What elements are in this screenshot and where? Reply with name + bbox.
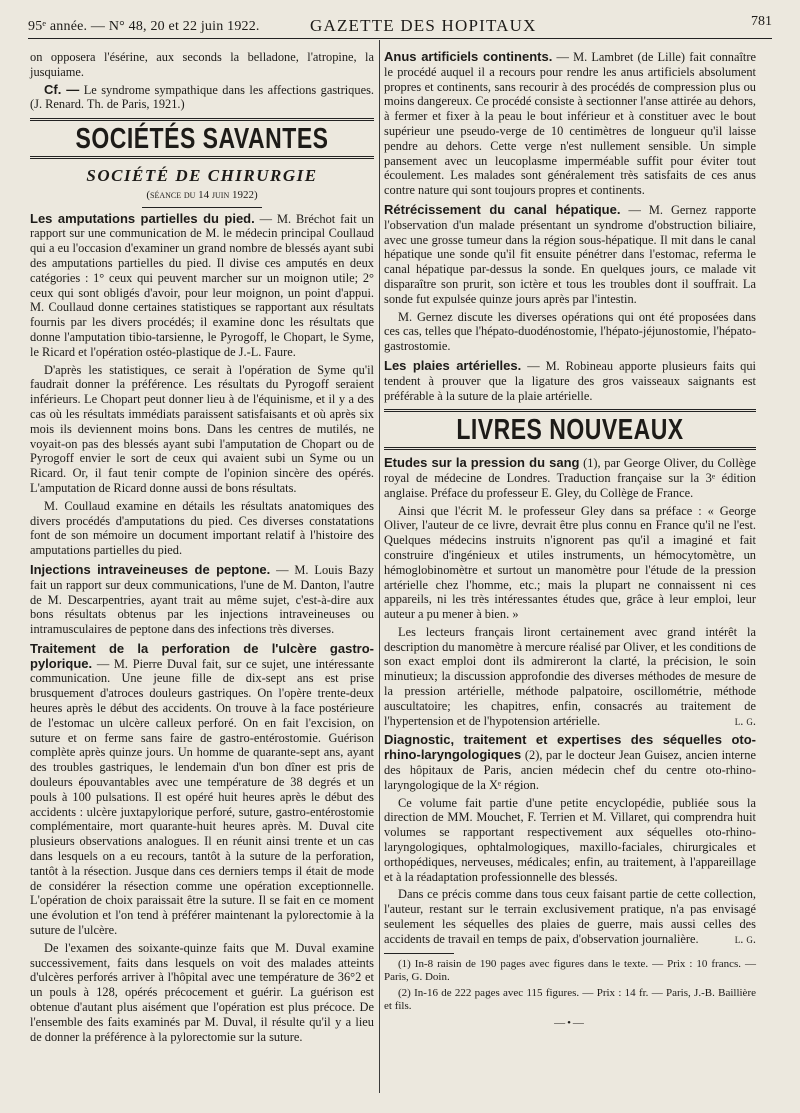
article-text: — M. Louis Bazy fait un rapport sur deux communications, l'une de M. Danton, l'autre de M. Descarpentries, ayant trait au même sujet, c'est-à-dire aux bons résultats obtenus par les injections intraveineuses ou intramusculaires de peptone dans des infections très diverses. — [30, 562, 374, 637]
cf-paragraph — [30, 83, 374, 113]
article-text: — M. Lambret (de Lille) fait connaître le procédé auquel il a recours pour rendre les anus artificiels absolument propres et continents, sans recourir à des procédés de compression plus ou moins dangereux. Ce procédé consiste à sectionner l'anse attirée au dehors, à fermer et fixer à la peau le bout inférieur et à constituer avec le bout supérieur une pseudo-verge de 10 centimètres de longueur qu'il laisse pendre au dehors. Cette verge n'est nullement sensible. Un simple pansement avec un leucoplasme imperméable suffit pour éviter tout écoulement. Les malades sont généralement très satisfaits de ces anus contre nature qui sont toujours propres et continents. — [384, 50, 756, 198]
cf-text: Le syndrome sympathique dans les affections gastriques. (J. Renard. Th. de Paris, 1921.) — [30, 82, 374, 112]
article-heading: Anus artificiels continents. — [384, 49, 553, 64]
section-title: SOCIÉTÉS SAVANTES — [75, 121, 329, 155]
short-rule — [142, 207, 262, 208]
article-text: — M. Robineau apporte plusieurs faits qui tendent à prouver que la ligature des gros vaisseaux saignants est préférable à la suture de la plaie artérielle. — [384, 358, 757, 403]
cf-label: Cf. — — [44, 81, 80, 97]
article-heading: Les amputations partielles du pied. — [30, 210, 255, 226]
book-review-oliver — [384, 456, 756, 500]
book-review-guisez — [384, 733, 756, 792]
article-paragraph: D'après les statistiques, ce serait à l'opération de Syme qu'il faudrait donner la préférence. Les résultats du Pyrogoff seraient inférieurs. Le Chopart peut donner lieu à de l'équinisme, et il y a des cas où les résultats immédiats paraissent satisfaisants et où après six mois ils deviennent moins bons. Dans les centres de mutilés, ne voyait-on pas des blessés ayant subi l'amputation de Chopart ou de Pyrogoff envier le sort de ceux qui avaient subi un Syme ou un Ricard. Or, il faut tenir compte de l'opinion sincère des opérés. L'amputation de Ricard donne aussi de bons résultats. — [30, 362, 374, 495]
journal-title: GAZETTE DES HOPITAUX — [310, 16, 537, 35]
article-heading: Les plaies artérielles. — [384, 357, 522, 373]
intro-paragraph: on opposera l'ésérine, aux seconds la belladone, l'atropine, la jusquiame. — [30, 50, 374, 79]
book-text: (2), par le docteur Jean Guisez, ancien interne des hôpitaux de Paris, ancien médecin chef du centre oto-rhino-laryngologique de la Xᵉ région. — [384, 748, 756, 792]
left-column — [30, 50, 374, 1047]
article-heading: Injections intraveineuses de peptone. — [30, 561, 271, 577]
header-rule — [28, 38, 772, 39]
footnote-2: (2) In-16 de 222 pages avec 115 figures. — Prix : 14 fr. — Paris, J.-B. Baillière et fils. — [384, 986, 756, 1012]
article-text: — M. Gernez rapporte l'observation d'un malade présentant un syndrome d'obstruction biliaire, avec une grosse tumeur dans la région sous-hépatique. Il mit dans le canal hépatique une sonde qu'il fit ensuite pénétrer dans l'estomac, referma le canal hépatique par-dessus la sonde. En quelques jours, ce malade vit disparaître son prurit, son ictère et tous les troubles dont il souffrait. La sonde fut expulsée quinze jours après par l'intestin. — [384, 202, 756, 306]
review-signature: l. g. — [734, 713, 756, 728]
right-column — [384, 50, 756, 1030]
section-heading — [30, 121, 374, 155]
column-divider — [379, 40, 380, 1093]
footnote-1: (1) In-8 raisin de 190 pages avec figures dans le texte. — Prix : 10 francs. — Paris, G. Doin. — [384, 957, 756, 983]
end-ornament: —•— — [554, 1016, 586, 1029]
book-text: (1), par George Oliver, du Collège royal de médecine de Londres. Traduction française sur la 3ᵉ édition anglaise. Préface du professeur E. Gley, du Collège de France. — [384, 456, 756, 500]
article-plaies — [384, 359, 756, 403]
seance-date: (séance du 14 juin 1922) — [146, 188, 258, 201]
article-ulcere — [30, 642, 374, 938]
review-signature: l. g. — [734, 931, 756, 946]
article-heading: Traitement de la perforation de l'ulcère gastro-pylorique. — [30, 640, 374, 671]
footnote-rule — [384, 953, 454, 954]
book-title: Etudes sur la pression du sang — [384, 455, 580, 471]
page-number: 781 — [751, 14, 772, 29]
issue-info: 95ᵉ année. — N° 48, 20 et 22 juin 1922. — [28, 19, 260, 34]
society-title: SOCIÉTÉ DE CHIRURGIE — [86, 165, 318, 185]
article-text: — M. Bréchot fait un rapport sur une communication de M. le médecin principal Coullaud qui a eu l'occasion d'examiner un grand nombre de blessés ayant subi des amputations partielles du pied. Il divise ces amputés en deux catégories : 1° ceux qui peuvent marcher sur un moignon utile; 2° ceux qui sont obligés d'avoir, pour leur moignon, un point d'appui. M. Coullaud donne certaines statistiques se rapportant aux résultats fournis par les divers procédés; il examine donc les résultats que donne l'amputation tibio-tarsienne, le Pyrogoff, le Chopart, le Syme, le Ricard et l'opération ostéo-plastique de J.-L. Faure. — [30, 211, 374, 359]
section-rule — [384, 447, 756, 450]
article-peptone — [30, 563, 374, 637]
article-hepatique — [384, 203, 756, 307]
section-title: LIVRES NOUVEAUX — [456, 412, 684, 446]
review-paragraph: Ce volume fait partie d'une petite encyclopédie, publiée sous la direction de MM. Mouchet, F. Terrien et M. Villaret, qui comprendra huit volumes se rapportant respectivement aux séquelles oto-rhino-laryngologiques, ophtalmologiques, maxillo-faciales, chirurgicales et orthopédiques, nerveuses, médicales; enfin, au traitement, à l'appareillage et à la réadaptation professionnelle des blessés. — [384, 795, 756, 884]
article-anus — [384, 50, 756, 198]
article-text: — M. Pierre Duval fait, sur ce sujet, une intéressante communication. Une jeune fille de dix-sept ans est prise brusquement d'atroces douleurs gastriques. On l'opère trente-deux heures après le début des accidents. On trouve à la face postérieure de l'estomac un ulcère calleux perforé. On en fait l'excision, on suture et on ferme sans faire de gastro-entérostomie. Guérison complète après quinze jours. Un homme de quarante-sept ans, ayant des troubles gastriques, le lendemain d'un bon dîner est pris de douleurs épouvantables avec une température de 38 degrés et un pouls à 100 pulsations. Il est opéré huit heures après le début des accidents : ulcère juxtapylorique perforé, suture, gastro-entérostomie complémentaire, mort quarante-huit heures après. M. Duval cite plusieurs observations analogues. Il en réunit ainsi trente et un cas dans lesquels on a eu recours, tantôt à la suture de la perforation, tantôt à la résection. Jusque dans ces derniers temps il était de mode de considérer la résection comme une opération exceptionnelle. L'opération de choix paraissait être la suture. Il se fait en ce moment une évolution et l'on tend à préférer maintenant la pylorectomie à la suture de l'ulcère. — [30, 656, 374, 938]
section-heading — [384, 412, 756, 446]
article-paragraph: M. Gernez discute les diverses opérations qui ont été proposées dans ces cas, telles que l'hépato-duodénostomie, l'hépato-jéjunostomie, l'hépato-gastrostomie. — [384, 309, 756, 354]
review-paragraph: Ainsi que l'écrit M. le professeur Gley dans sa préface : « George Oliver, l'auteur de ce livre, devrait être plus connu en France qu'il ne l'est. Quelques médecins instruits n'ignorent pas qu'il a imaginé et fait construire d'ingénieux et utiles instruments, un hémocytomètre, un hémoglobinomètre et surtout un manomètre pour l'étude de la pression artérielle chez l'homme, etc.; mais la plupart ne connaissent ni ces appareils, ni les très intéressantes études que, grâce à leur emploi, leur auteur a pu mener à bien. » — [384, 503, 756, 622]
section-rule — [30, 156, 374, 159]
article-paragraph: M. Coullaud examine en détails les résultats anatomiques des divers procédés d'amputations du pied. Ces diverses constatations font de son mémoire un document important relatif à l'histoire des amputations partielles du pied. — [30, 498, 374, 558]
review-paragraph — [384, 625, 756, 729]
article-paragraph: De l'examen des soixante-quinze faits que M. Duval examine successivement, faits dans lesquels on voit des malades atteints d'ulcères perforés arriver à l'hôpital avec une température de 36°2 et un pouls à 128, opérés précocement et guérir. La guérison est obtenue d'autant plus aisément que l'opération est plus précoce. De l'ensemble des faits examinés par M. Duval, il résulte qu'il y a lieu de donner la préférence à la pylorectomie sur la suture. — [30, 940, 374, 1044]
article-amputations — [30, 212, 374, 360]
review-text: Les lecteurs français liront certainement avec grand intérêt la description du manomètre à mercure réalisé par Oliver, et les conditions de son exact emploi dont ils admireront la clarté, la précision, le soin minutieux; la discussion approfondie des diverses méthodes de mesure de la pression artérielle, méthode palpatoire, oscillométrie, méthode auscultatoire; les chapitres, enfin, consacrés au traitement de l'hypertension et de l'hypotension artérielle. — [384, 624, 756, 728]
review-text: Dans ce précis comme dans tous ceux faisant partie de cette collection, l'auteur, restant sur le terrain exclusivement pratique, n'a pas envisagé seulement les séquelles des plaies de guerre, mais aussi celles des accidents de travail en temps de paix, d'observation journalière. — [384, 887, 756, 946]
page-header — [28, 8, 772, 38]
article-heading: Rétrécissement du canal hépatique. — [384, 201, 621, 217]
review-paragraph — [384, 887, 756, 946]
book-title: Diagnostic, traitement et expertises des séquelles oto-rhino-laryngologiques — [384, 732, 756, 763]
